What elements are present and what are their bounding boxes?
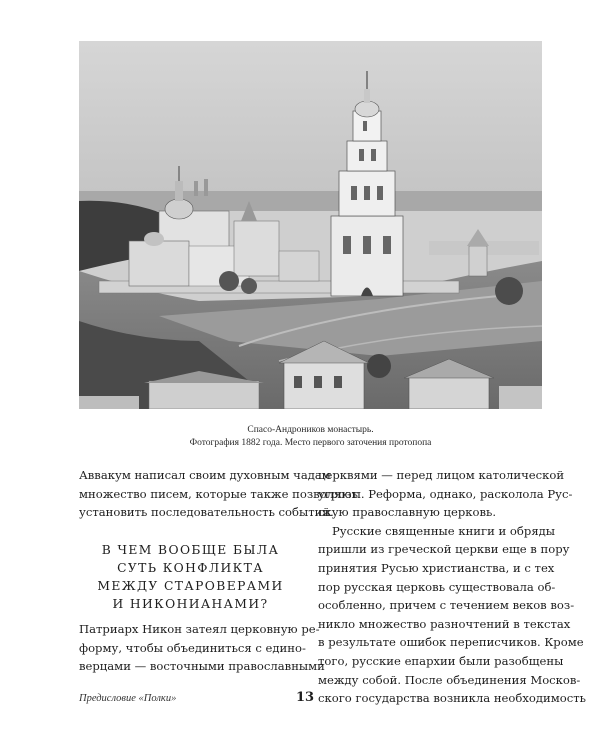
caption-line-2: Фотография 1882 года. Место первого заточения протопопа bbox=[189, 438, 432, 448]
running-footer: Предисловие «Полки» bbox=[79, 693, 177, 704]
monastery-photo-image bbox=[79, 41, 542, 409]
left-column-intro bbox=[79, 466, 358, 522]
text-line: между собой. После объединения Москов- bbox=[318, 672, 581, 687]
text-line: верцами — восточными православными bbox=[79, 659, 325, 674]
text-line: Аввакум написал своим духовным чадам bbox=[79, 468, 331, 482]
text-line: форму, чтобы объединиться с едино- bbox=[79, 640, 306, 655]
text-line: церквями — перед лицом католической bbox=[318, 468, 565, 482]
text-line: множество писем, которые также позволяют bbox=[79, 486, 358, 501]
text-line: пор русская церковь существовала об- bbox=[318, 579, 556, 594]
text-line: в результате ошибок переписчиков. Кроме bbox=[318, 635, 584, 650]
heading-line: И НИКОНИАНАМИ? bbox=[112, 597, 269, 611]
text-line: Русские священные книги и обряды bbox=[332, 523, 555, 538]
text-line: скую православную церковь. bbox=[318, 505, 497, 520]
text-line: особленно, причем с течением веков воз- bbox=[318, 598, 575, 613]
text-line: установить последовательность событий. bbox=[79, 505, 334, 520]
heading-line: В ЧЕМ ВООБЩЕ БЫЛА bbox=[101, 543, 280, 557]
right-column bbox=[318, 466, 586, 708]
text-line: принятия Русью христианства, и с тех bbox=[318, 560, 555, 575]
heading-line: МЕЖДУ СТАРОВЕРАМИ bbox=[97, 579, 284, 593]
text-line: пришли из греческой церкви еще в пору bbox=[318, 542, 570, 557]
heading-line: СУТЬ КОНФЛИКТА bbox=[117, 561, 264, 575]
page-number: 13 bbox=[296, 690, 315, 705]
section-heading bbox=[79, 541, 302, 613]
caption-line-1: Спасо-Андроников монастырь. bbox=[247, 425, 374, 435]
monastery-photo bbox=[79, 41, 542, 409]
text-line: никло множество разночтений в текстах bbox=[318, 616, 571, 631]
text-line: того, русские епархии были разобщены bbox=[318, 653, 564, 668]
photo-caption bbox=[79, 424, 542, 450]
text-line: ского государства возникла необходимость bbox=[318, 691, 586, 706]
left-column-paragraph bbox=[79, 620, 325, 676]
text-line: Патриарх Никон затеял церковную ре- bbox=[79, 622, 320, 636]
text-line: угрозы. Реформа, однако, расколола Рус- bbox=[318, 486, 573, 501]
